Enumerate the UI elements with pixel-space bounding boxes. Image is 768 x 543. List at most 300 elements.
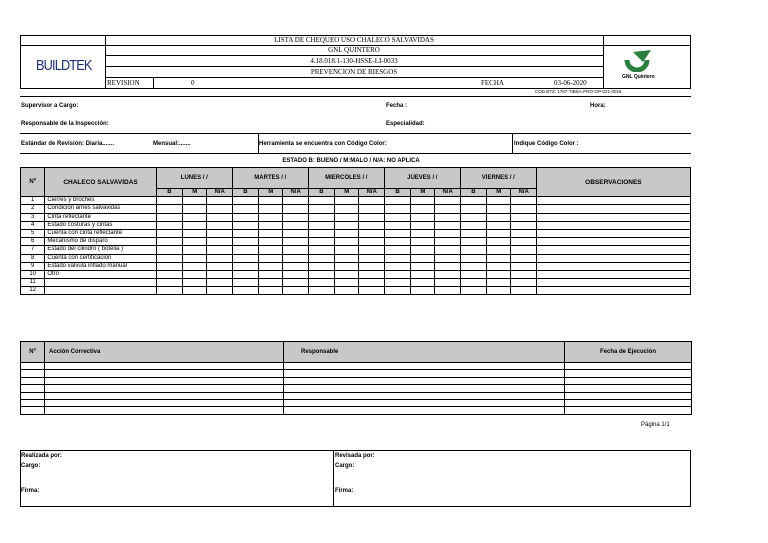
buildtek-logo: BUILDTEK — [36, 57, 92, 74]
sub-header-b: B — [232, 189, 258, 197]
check-cell[interactable] — [207, 270, 232, 278]
action-text-cell[interactable] — [45, 407, 284, 414]
check-cell[interactable] — [259, 205, 283, 213]
check-cell[interactable] — [232, 238, 258, 246]
check-cell[interactable] — [511, 287, 536, 295]
check-cell[interactable] — [259, 254, 283, 262]
check-cell[interactable] — [435, 254, 460, 262]
observation-cell[interactable] — [536, 221, 690, 229]
check-cell[interactable] — [359, 197, 384, 205]
check-cell[interactable] — [259, 229, 283, 237]
header-line — [105, 66, 603, 67]
codigo-color-label: Indique Código Color : — [514, 141, 579, 147]
check-cell[interactable] — [411, 262, 435, 270]
actions-num-header: Nº — [21, 342, 45, 363]
sub-header-m: M — [183, 189, 207, 197]
check-cell[interactable] — [232, 279, 258, 287]
check-cell[interactable] — [411, 238, 435, 246]
check-cell[interactable] — [259, 279, 283, 287]
check-cell[interactable] — [460, 213, 486, 221]
check-cell[interactable] — [259, 238, 283, 246]
row-number: 7 — [21, 246, 45, 254]
sub-header-na: N/A — [511, 189, 536, 197]
check-cell[interactable] — [283, 238, 308, 246]
check-cell[interactable] — [511, 213, 536, 221]
check-cell[interactable] — [487, 197, 511, 205]
check-cell[interactable] — [259, 197, 283, 205]
check-cell[interactable] — [207, 262, 232, 270]
herramienta-label: Herramienta se encuentra con Código Color: — [259, 141, 387, 147]
action-resp-cell[interactable] — [284, 399, 565, 406]
action-resp-cell[interactable] — [284, 392, 565, 399]
check-cell[interactable] — [435, 197, 460, 205]
check-cell[interactable] — [384, 205, 410, 213]
check-cell[interactable] — [359, 246, 384, 254]
action-num-cell[interactable] — [21, 407, 45, 414]
check-cell[interactable] — [460, 205, 486, 213]
row-number: 5 — [21, 229, 45, 237]
check-cell[interactable] — [335, 197, 359, 205]
check-cell[interactable] — [487, 262, 511, 270]
check-cell[interactable] — [335, 246, 359, 254]
check-cell[interactable] — [384, 270, 410, 278]
check-cell[interactable] — [308, 254, 334, 262]
observation-cell[interactable] — [536, 213, 690, 221]
check-cell[interactable] — [308, 205, 334, 213]
check-cell[interactable] — [156, 262, 182, 270]
check-cell[interactable] — [435, 221, 460, 229]
check-cell[interactable] — [232, 221, 258, 229]
check-cell[interactable] — [511, 262, 536, 270]
check-cell[interactable] — [460, 221, 486, 229]
check-cell[interactable] — [359, 287, 384, 295]
check-cell[interactable] — [259, 221, 283, 229]
check-cell[interactable] — [283, 205, 308, 213]
check-cell[interactable] — [435, 279, 460, 287]
check-cell[interactable] — [411, 254, 435, 262]
cargo-label-right: Cargo: — [335, 463, 355, 469]
check-cell[interactable] — [232, 287, 258, 295]
check-cell[interactable] — [411, 287, 435, 295]
check-cell[interactable] — [435, 270, 460, 278]
check-cell[interactable] — [411, 270, 435, 278]
check-cell[interactable] — [308, 213, 334, 221]
check-cell[interactable] — [308, 221, 334, 229]
row-number: 9 — [21, 262, 45, 270]
action-resp-cell[interactable] — [284, 363, 565, 370]
action-row — [21, 363, 692, 370]
check-cell[interactable] — [435, 229, 460, 237]
check-cell[interactable] — [207, 221, 232, 229]
check-cell[interactable] — [183, 221, 207, 229]
check-cell[interactable] — [232, 254, 258, 262]
check-cell[interactable] — [435, 287, 460, 295]
check-cell[interactable] — [487, 287, 511, 295]
check-cell[interactable] — [283, 221, 308, 229]
action-row — [21, 392, 692, 399]
check-cell[interactable] — [359, 279, 384, 287]
action-date-cell[interactable] — [565, 392, 692, 399]
check-cell[interactable] — [511, 254, 536, 262]
check-cell[interactable] — [384, 279, 410, 287]
action-date-cell[interactable] — [565, 399, 692, 406]
check-cell[interactable] — [511, 246, 536, 254]
check-cell[interactable] — [156, 221, 182, 229]
table-row — [21, 238, 691, 246]
row-number: 10 — [21, 270, 45, 278]
check-cell[interactable] — [207, 246, 232, 254]
check-cell[interactable] — [156, 270, 182, 278]
action-num-cell[interactable] — [21, 399, 45, 406]
check-cell[interactable] — [460, 229, 486, 237]
check-cell[interactable] — [460, 270, 486, 278]
check-cell[interactable] — [283, 254, 308, 262]
check-cell[interactable] — [335, 279, 359, 287]
check-cell[interactable] — [460, 246, 486, 254]
check-cell[interactable] — [511, 279, 536, 287]
check-cell[interactable] — [207, 254, 232, 262]
check-cell[interactable] — [359, 229, 384, 237]
check-cell[interactable] — [384, 246, 410, 254]
sub-header-na: N/A — [435, 189, 460, 197]
check-cell[interactable] — [487, 254, 511, 262]
row-number: 6 — [21, 238, 45, 246]
check-cell[interactable] — [460, 238, 486, 246]
check-cell[interactable] — [207, 213, 232, 221]
check-cell[interactable] — [259, 287, 283, 295]
page-number: Página 1/1 — [641, 422, 670, 428]
check-cell[interactable] — [232, 229, 258, 237]
check-cell[interactable] — [487, 221, 511, 229]
observation-cell[interactable] — [536, 229, 690, 237]
row-item: Condicion arnes salvavidas — [45, 205, 156, 213]
day-header-jueves: JUEVES / / — [384, 168, 460, 189]
sub-header-na: N/A — [207, 189, 232, 197]
check-cell[interactable] — [411, 279, 435, 287]
observation-cell[interactable] — [536, 246, 690, 254]
check-cell[interactable] — [411, 197, 435, 205]
check-cell[interactable] — [183, 287, 207, 295]
check-cell[interactable] — [183, 279, 207, 287]
check-cell[interactable] — [487, 246, 511, 254]
form-title: LISTA DE CHEQUEO USO CHALECO SALVAVIDAS — [274, 36, 434, 44]
check-cell[interactable] — [232, 270, 258, 278]
check-cell[interactable] — [384, 254, 410, 262]
table-row — [21, 197, 691, 205]
check-cell[interactable] — [283, 229, 308, 237]
estandar-label: Estándar de Revisión: Diaria....... — [21, 141, 115, 147]
action-num-cell[interactable] — [21, 370, 45, 377]
check-cell[interactable] — [156, 197, 182, 205]
check-cell[interactable] — [308, 262, 334, 270]
action-resp-cell[interactable] — [284, 377, 565, 384]
action-date-cell[interactable] — [565, 385, 692, 392]
table-row — [21, 262, 691, 270]
col-item-header: CHALECO SALVAVIDAS — [45, 168, 156, 197]
check-cell[interactable] — [359, 254, 384, 262]
check-cell[interactable] — [259, 262, 283, 270]
check-cell[interactable] — [384, 238, 410, 246]
check-cell[interactable] — [384, 221, 410, 229]
observation-cell[interactable] — [536, 287, 690, 295]
action-num-cell[interactable] — [21, 392, 45, 399]
check-cell[interactable] — [384, 213, 410, 221]
responsable-label: Responsable de la Inspección: — [21, 121, 109, 127]
observation-cell[interactable] — [536, 279, 690, 287]
action-resp-cell[interactable] — [284, 370, 565, 377]
check-cell[interactable] — [207, 229, 232, 237]
day-header-martes: MARTES / / — [232, 168, 308, 189]
info-line — [20, 133, 691, 134]
check-cell[interactable] — [384, 262, 410, 270]
check-cell[interactable] — [460, 262, 486, 270]
action-text-cell[interactable] — [45, 377, 284, 384]
check-cell[interactable] — [183, 197, 207, 205]
revisada-label: Revisada por: — [335, 453, 375, 459]
row-item: Estado costuras y cintas — [45, 221, 156, 229]
check-cell[interactable] — [308, 270, 334, 278]
check-cell[interactable] — [232, 197, 258, 205]
check-cell[interactable] — [487, 279, 511, 287]
check-cell[interactable] — [511, 197, 536, 205]
row-number: 2 — [21, 205, 45, 213]
check-cell[interactable] — [335, 213, 359, 221]
check-cell[interactable] — [308, 229, 334, 237]
check-cell[interactable] — [308, 287, 334, 295]
check-cell[interactable] — [207, 238, 232, 246]
check-cell[interactable] — [359, 262, 384, 270]
check-cell[interactable] — [511, 238, 536, 246]
check-cell[interactable] — [183, 213, 207, 221]
check-cell[interactable] — [183, 205, 207, 213]
check-cell[interactable] — [487, 270, 511, 278]
check-cell[interactable] — [207, 205, 232, 213]
check-cell[interactable] — [335, 262, 359, 270]
check-cell[interactable] — [487, 205, 511, 213]
check-cell[interactable] — [511, 205, 536, 213]
row-number: 3 — [21, 213, 45, 221]
gnl-logo-icon — [621, 48, 655, 72]
header-line — [105, 55, 603, 56]
check-cell[interactable] — [359, 270, 384, 278]
check-cell[interactable] — [259, 270, 283, 278]
action-text-cell[interactable] — [45, 363, 284, 370]
check-cell[interactable] — [308, 279, 334, 287]
check-cell[interactable] — [460, 254, 486, 262]
check-cell[interactable] — [384, 287, 410, 295]
check-cell[interactable] — [207, 197, 232, 205]
firma-label-right: Firma: — [335, 488, 354, 494]
sub-header-b: B — [156, 189, 182, 197]
check-cell[interactable] — [156, 213, 182, 221]
check-cell[interactable] — [435, 238, 460, 246]
day-header-viernes: VIERNES / / — [460, 168, 536, 189]
action-num-cell[interactable] — [21, 385, 45, 392]
check-cell[interactable] — [460, 197, 486, 205]
row-number: 8 — [21, 254, 45, 262]
action-text-cell[interactable] — [45, 385, 284, 392]
action-row — [21, 399, 692, 406]
action-date-cell[interactable] — [565, 377, 692, 384]
check-cell[interactable] — [411, 246, 435, 254]
action-row — [21, 370, 692, 377]
check-cell[interactable] — [183, 246, 207, 254]
check-cell[interactable] — [359, 205, 384, 213]
check-cell[interactable] — [232, 262, 258, 270]
check-cell[interactable] — [283, 197, 308, 205]
check-cell[interactable] — [183, 238, 207, 246]
check-cell[interactable] — [283, 246, 308, 254]
check-cell[interactable] — [308, 197, 334, 205]
action-num-cell[interactable] — [21, 363, 45, 370]
check-cell[interactable] — [335, 221, 359, 229]
check-cell[interactable] — [259, 213, 283, 221]
check-cell[interactable] — [156, 246, 182, 254]
company-name: GNL QUINTERO — [328, 46, 380, 54]
header-line — [105, 77, 603, 78]
info-line — [20, 153, 691, 154]
check-cell[interactable] — [308, 238, 334, 246]
header-divider-rev — [153, 77, 154, 89]
action-date-cell[interactable] — [565, 370, 692, 377]
check-cell[interactable] — [411, 229, 435, 237]
day-header-lunes: LUNES / / — [156, 168, 232, 189]
action-resp-cell[interactable] — [284, 407, 565, 414]
sub-header-na: N/A — [283, 189, 308, 197]
hora-label: Hora: — [590, 103, 606, 109]
check-cell[interactable] — [308, 246, 334, 254]
table-row — [21, 254, 691, 262]
check-cell[interactable] — [156, 287, 182, 295]
action-resp-cell[interactable] — [284, 385, 565, 392]
check-cell[interactable] — [283, 270, 308, 278]
check-cell[interactable] — [283, 287, 308, 295]
observation-cell[interactable] — [536, 270, 690, 278]
action-row — [21, 385, 692, 392]
observation-cell[interactable] — [536, 238, 690, 246]
row-item — [45, 279, 156, 287]
row-item: Mecanismo de disparo — [45, 238, 156, 246]
check-cell[interactable] — [335, 205, 359, 213]
check-cell[interactable] — [359, 221, 384, 229]
revision-value: 0 — [191, 79, 195, 87]
status-legend: ESTADO B: BUENO / M:MALO / N/A: NO APLICA — [282, 158, 420, 164]
sub-header-na: N/A — [359, 189, 384, 197]
check-cell[interactable] — [384, 229, 410, 237]
sub-header-b: B — [308, 189, 334, 197]
check-cell[interactable] — [283, 262, 308, 270]
observation-cell[interactable] — [536, 254, 690, 262]
check-cell[interactable] — [335, 229, 359, 237]
check-cell[interactable] — [207, 279, 232, 287]
action-row — [21, 407, 692, 414]
row-item — [45, 287, 156, 295]
observation-cell[interactable] — [536, 262, 690, 270]
check-cell[interactable] — [335, 238, 359, 246]
table-row — [21, 246, 691, 254]
doc-code-small: COD BTZ: 1767-TIBSA-PRO-GP-021-0016 — [535, 89, 622, 94]
check-cell[interactable] — [435, 213, 460, 221]
col-obs-header: OBSERVACIONES — [536, 168, 690, 197]
action-num-cell[interactable] — [21, 377, 45, 384]
document-area: PREVENCION DE RIESGOS — [310, 68, 398, 76]
check-cell[interactable] — [183, 254, 207, 262]
check-cell[interactable] — [384, 197, 410, 205]
check-cell[interactable] — [283, 213, 308, 221]
signature-divider — [333, 450, 334, 507]
mensual-label: Mensual:....... — [153, 141, 191, 147]
firma-label-left: Firma: — [21, 488, 40, 494]
check-cell[interactable] — [359, 238, 384, 246]
check-cell[interactable] — [183, 262, 207, 270]
check-cell[interactable] — [411, 221, 435, 229]
check-cell[interactable] — [335, 270, 359, 278]
check-cell[interactable] — [335, 254, 359, 262]
check-cell[interactable] — [359, 213, 384, 221]
check-cell[interactable] — [411, 205, 435, 213]
action-text-cell[interactable] — [45, 370, 284, 377]
sub-header-m: M — [411, 189, 435, 197]
check-cell[interactable] — [232, 205, 258, 213]
action-row — [21, 377, 692, 384]
check-cell[interactable] — [156, 254, 182, 262]
gnl-logo-text: GNL Quintero — [622, 74, 655, 80]
check-cell[interactable] — [487, 213, 511, 221]
check-cell[interactable] — [487, 238, 511, 246]
check-cell[interactable] — [232, 246, 258, 254]
check-cell[interactable] — [435, 262, 460, 270]
check-cell[interactable] — [156, 229, 182, 237]
fecha-field-label: Fecha : — [386, 103, 408, 109]
action-date-cell[interactable] — [565, 363, 692, 370]
check-cell[interactable] — [156, 238, 182, 246]
check-cell[interactable] — [435, 246, 460, 254]
info-divider — [512, 133, 513, 153]
check-cell[interactable] — [183, 229, 207, 237]
actions-resp-header: Responsable — [284, 342, 565, 363]
check-cell[interactable] — [283, 279, 308, 287]
check-cell[interactable] — [232, 213, 258, 221]
especialidad-label: Especialidad: — [386, 121, 425, 127]
check-cell[interactable] — [460, 279, 486, 287]
table-row — [21, 279, 691, 287]
check-cell[interactable] — [511, 270, 536, 278]
action-date-cell[interactable] — [565, 407, 692, 414]
action-text-cell[interactable] — [45, 392, 284, 399]
document-code: 4.18.018.1-130-HSSE-LI-0033 — [310, 57, 398, 65]
action-text-cell[interactable] — [45, 399, 284, 406]
check-cell[interactable] — [511, 229, 536, 237]
info-line — [20, 96, 691, 97]
check-cell[interactable] — [183, 270, 207, 278]
check-cell[interactable] — [411, 213, 435, 221]
check-cell[interactable] — [435, 205, 460, 213]
check-cell[interactable] — [487, 229, 511, 237]
check-cell[interactable] — [460, 287, 486, 295]
check-cell[interactable] — [335, 287, 359, 295]
check-cell[interactable] — [156, 205, 182, 213]
table-row — [21, 270, 691, 278]
observation-cell[interactable] — [536, 205, 690, 213]
check-cell[interactable] — [207, 287, 232, 295]
observation-cell[interactable] — [536, 197, 690, 205]
check-cell[interactable] — [259, 246, 283, 254]
check-cell[interactable] — [156, 279, 182, 287]
check-cell[interactable] — [511, 221, 536, 229]
header-divider-right — [603, 35, 604, 89]
actions-table — [20, 341, 692, 415]
fecha-value: 03-06-2020 — [554, 79, 587, 87]
